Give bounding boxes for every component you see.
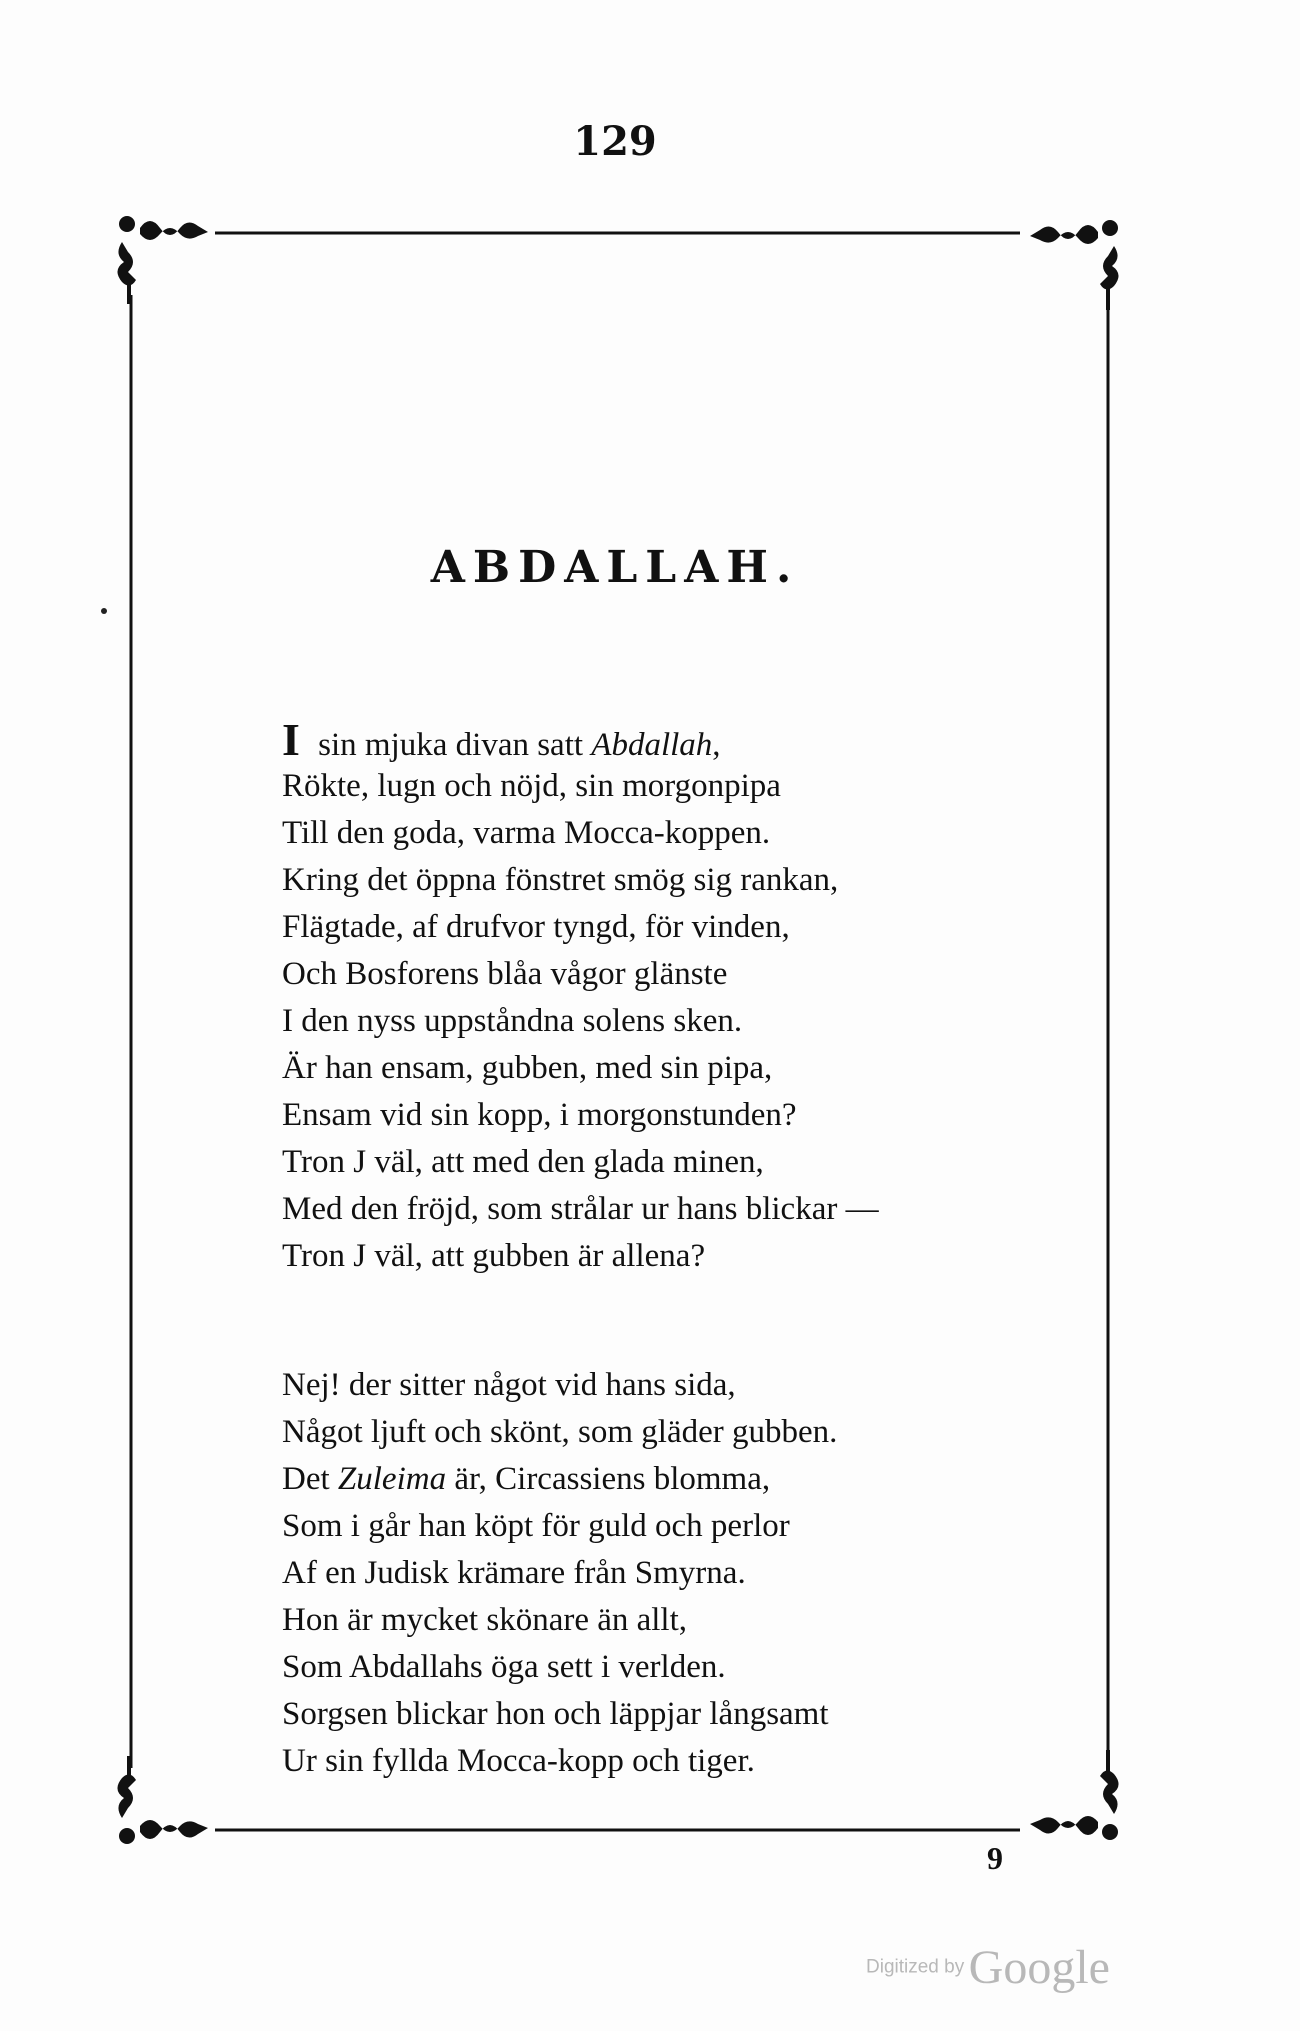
corner-ornament-bottom-left — [117, 1756, 208, 1844]
poem-line: Af en Judisk krämare från Smyrna. — [282, 1555, 746, 1591]
poem-line: I den nyss uppståndna solens sken. — [282, 1003, 743, 1039]
poem-line: I sin mjuka divan satt Abdallah, — [282, 714, 721, 765]
poem-line: Tron J väl, att med den glada minen, — [282, 1144, 764, 1180]
poem-line: Något ljuft och skönt, som gläder gubben. — [282, 1414, 838, 1450]
corner-ornament-bottom-right — [1030, 1750, 1119, 1840]
poem-line: Hon är mycket skönare än allt, — [282, 1602, 688, 1638]
stanza-1 — [282, 716, 1042, 1280]
poem-line: Nej! der sitter något vid hans sida, — [282, 1367, 736, 1403]
poem-line: Det Zuleima är, Circassiens blomma, — [282, 1461, 771, 1497]
digitized-watermark — [866, 1940, 1136, 2000]
poem-line: Som i går han köpt för guld och perlor — [282, 1508, 790, 1544]
poem-line: Tron J väl, att gubben är allena? — [282, 1238, 706, 1274]
ink-speck — [101, 608, 107, 614]
poem-line: Ur sin fyllda Mocca-kopp och tiger. — [282, 1743, 755, 1779]
italic-name: Zuleima — [337, 1461, 447, 1497]
poem-line: Flägtade, af drufvor tyngd, för vinden, — [282, 909, 790, 945]
poem-line: Som Abdallahs öga sett i verlden. — [282, 1649, 726, 1685]
poem-line: Till den goda, varma Mocca-koppen. — [282, 815, 771, 851]
stanza-2 — [282, 1362, 1042, 1785]
italic-name: Abdallah — [591, 727, 713, 763]
drop-cap: I — [282, 714, 300, 765]
poem-line: Är han ensam, gubben, med sin pipa, — [282, 1050, 773, 1086]
page-number: 129 — [573, 118, 657, 165]
google-logo: Google — [968, 1941, 1110, 1994]
poem-line: Och Bosforens blåa vågor glänste — [282, 956, 728, 992]
poem-line: Ensam vid sin kopp, i morgonstunden? — [282, 1097, 797, 1133]
poem-title: ABDALLAH. — [430, 542, 800, 593]
poem-line: Rökte, lugn och nöjd, sin morgonpipa — [282, 768, 781, 804]
signature-mark: 9 — [987, 1840, 1003, 1876]
poem-line: Sorgsen blickar hon och läppjar långsamt — [282, 1696, 829, 1732]
corner-ornament-top-right — [1030, 220, 1119, 310]
corner-ornament-top-left — [117, 216, 208, 304]
poem-line: Med den fröjd, som strålar ur hans blickar — — [282, 1191, 879, 1227]
watermark-prefix: Digitized by — [866, 1956, 965, 1978]
poem-line: Kring det öppna fönstret smög sig rankan, — [282, 862, 839, 898]
